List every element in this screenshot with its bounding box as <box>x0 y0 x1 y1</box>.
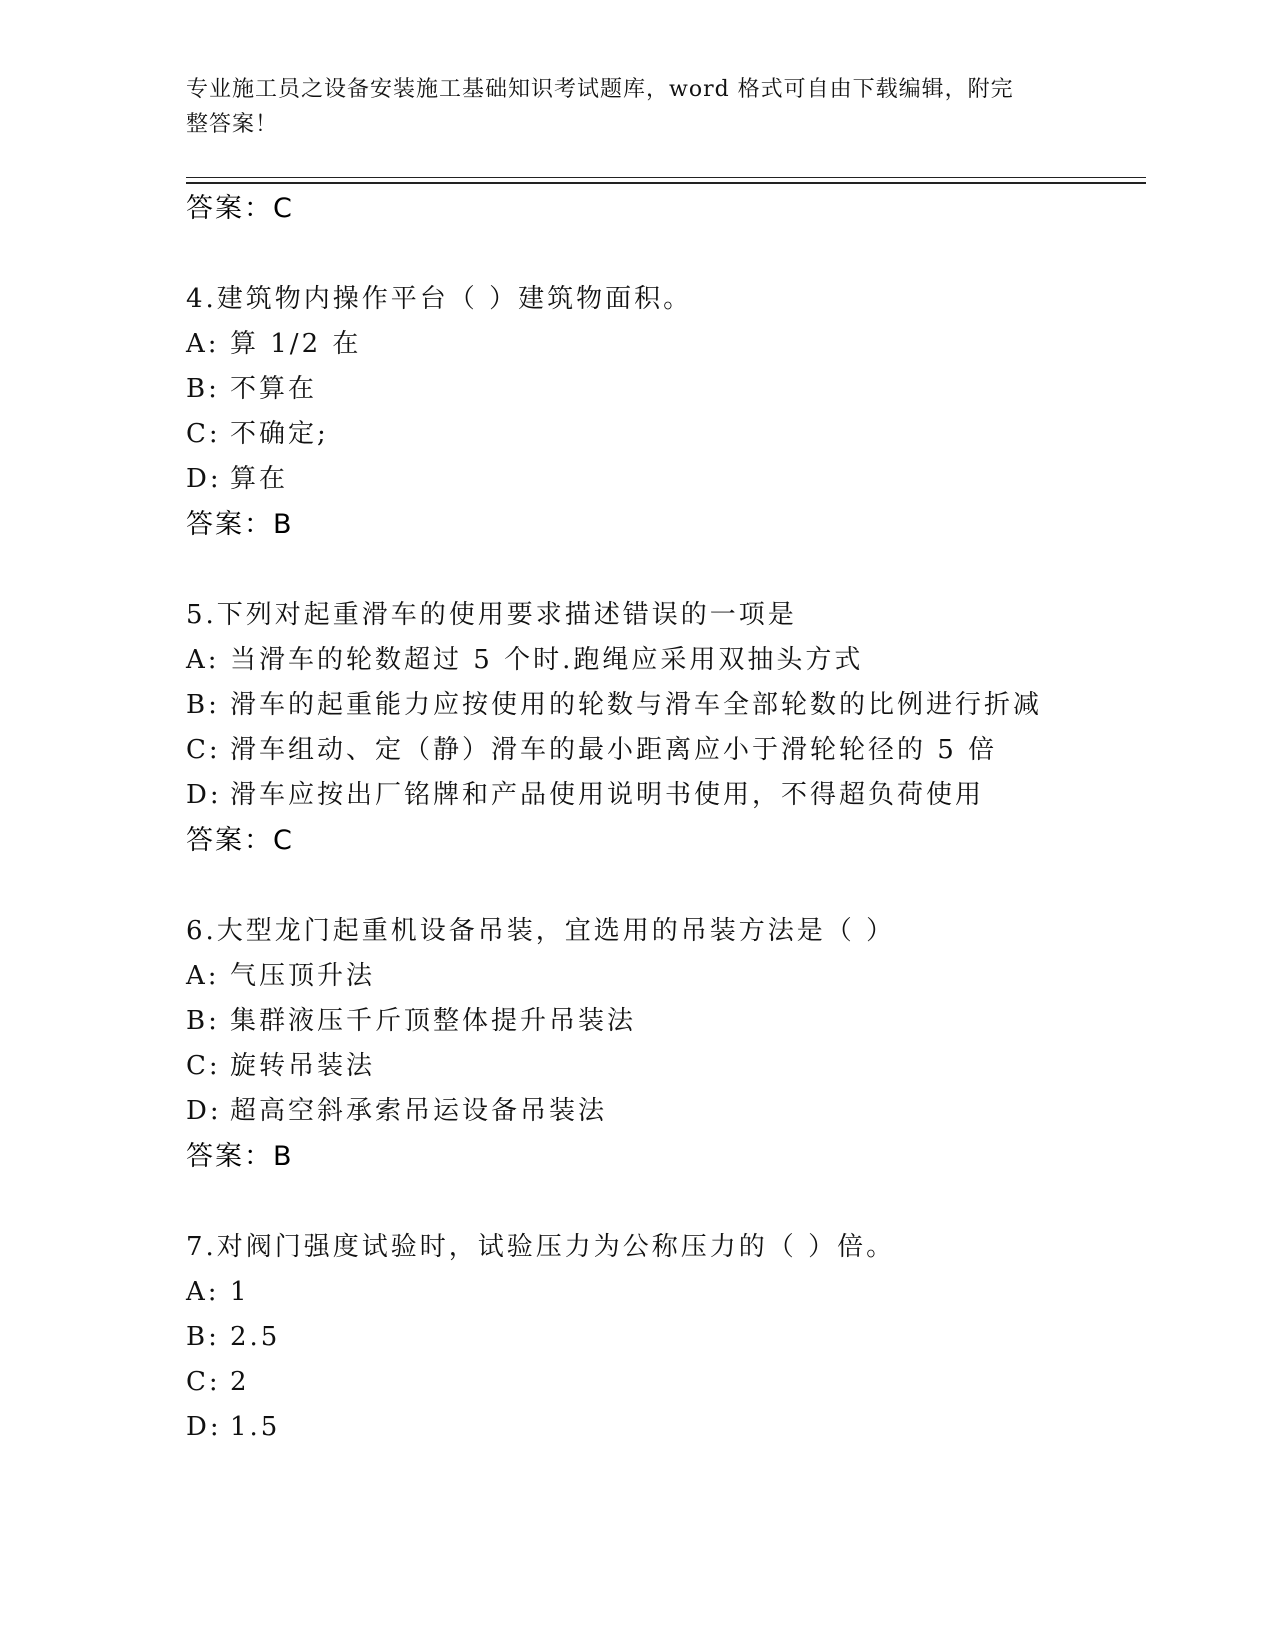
option-c <box>186 728 1146 773</box>
question-list <box>186 186 1146 1450</box>
option-text: 不确定; <box>230 419 329 449</box>
option-b <box>186 999 1146 1044</box>
option-a <box>186 954 1146 999</box>
answer-line: 答案：C <box>186 825 294 856</box>
option-text: 集群液压千斤顶整体提升吊装法 <box>230 1006 637 1036</box>
option-a <box>186 1270 1146 1315</box>
option-text: 不算在 <box>230 374 318 404</box>
answer-line: 答案：B <box>186 509 294 540</box>
option-key: C: <box>186 419 221 449</box>
option-key: B: <box>186 374 220 404</box>
option-text: 1.5 <box>230 1412 281 1442</box>
question-6 <box>186 909 1146 1179</box>
question-stem: 6.大型龙门起重机设备吊装，宜选用的吊装方法是（ ） <box>186 916 896 946</box>
option-d <box>186 457 1146 502</box>
option-text: 滑车组动、定（静）滑车的最小距离应小于滑轮轮径的 5 倍 <box>230 735 998 765</box>
question-7 <box>186 1225 1146 1450</box>
option-text: 算在 <box>230 464 289 494</box>
option-text: 滑车应按出厂铭牌和产品使用说明书使用，不得超负荷使用 <box>230 780 985 810</box>
option-d <box>186 773 1146 818</box>
option-a <box>186 638 1146 683</box>
option-a <box>186 322 1146 367</box>
question-stem: 5.下列对起重滑车的使用要求描述错误的一项是 <box>186 600 797 630</box>
option-key: C: <box>186 735 221 765</box>
option-text: 气压顶升法 <box>230 961 376 991</box>
option-d <box>186 1405 1146 1450</box>
option-b <box>186 683 1146 728</box>
option-key: C: <box>186 1367 221 1397</box>
option-c <box>186 1044 1146 1089</box>
option-key: A: <box>186 1277 220 1307</box>
option-key: A: <box>186 329 220 359</box>
document-header <box>186 72 1066 142</box>
option-key: B: <box>186 1006 220 1036</box>
header-line-1: 专业施工员之设备安装施工基础知识考试题库，word 格式可自由下载编辑，附完 <box>186 77 1014 102</box>
option-key: B: <box>186 1322 220 1352</box>
option-key: B: <box>186 690 220 720</box>
option-key: D: <box>186 1412 222 1442</box>
option-c <box>186 1360 1146 1405</box>
option-text: 滑车的起重能力应按使用的轮数与滑车全部轮数的比例进行折减 <box>230 690 1043 720</box>
header-divider-thick <box>186 182 1146 184</box>
question-stem: 4.建筑物内操作平台（ ）建筑物面积。 <box>186 284 693 314</box>
option-c <box>186 412 1146 457</box>
answer-line: 答案：B <box>186 1141 294 1172</box>
previous-answer: 答案：C <box>186 193 294 224</box>
option-b <box>186 367 1146 412</box>
header-divider-thin <box>186 177 1146 178</box>
option-key: A: <box>186 645 220 675</box>
option-text: 旋转吊装法 <box>230 1051 376 1081</box>
option-d <box>186 1089 1146 1134</box>
option-key: C: <box>186 1051 221 1081</box>
option-text: 当滑车的轮数超过 5 个时.跑绳应采用双抽头方式 <box>230 645 864 675</box>
option-b <box>186 1315 1146 1360</box>
question-5 <box>186 593 1146 863</box>
option-text: 2.5 <box>230 1322 281 1352</box>
question-stem: 7.对阀门强度试验时，试验压力为公称压力的（ ）倍。 <box>186 1232 896 1262</box>
option-key: D: <box>186 464 222 494</box>
option-key: A: <box>186 961 220 991</box>
option-text: 1 <box>230 1277 250 1307</box>
option-key: D: <box>186 780 222 810</box>
option-text: 2 <box>230 1367 250 1397</box>
option-key: D: <box>186 1096 222 1126</box>
option-text: 算 1/2 在 <box>230 329 362 359</box>
option-text: 超高空斜承索吊运设备吊装法 <box>230 1096 608 1126</box>
header-line-2: 整答案！ <box>186 112 279 137</box>
question-4 <box>186 277 1146 547</box>
